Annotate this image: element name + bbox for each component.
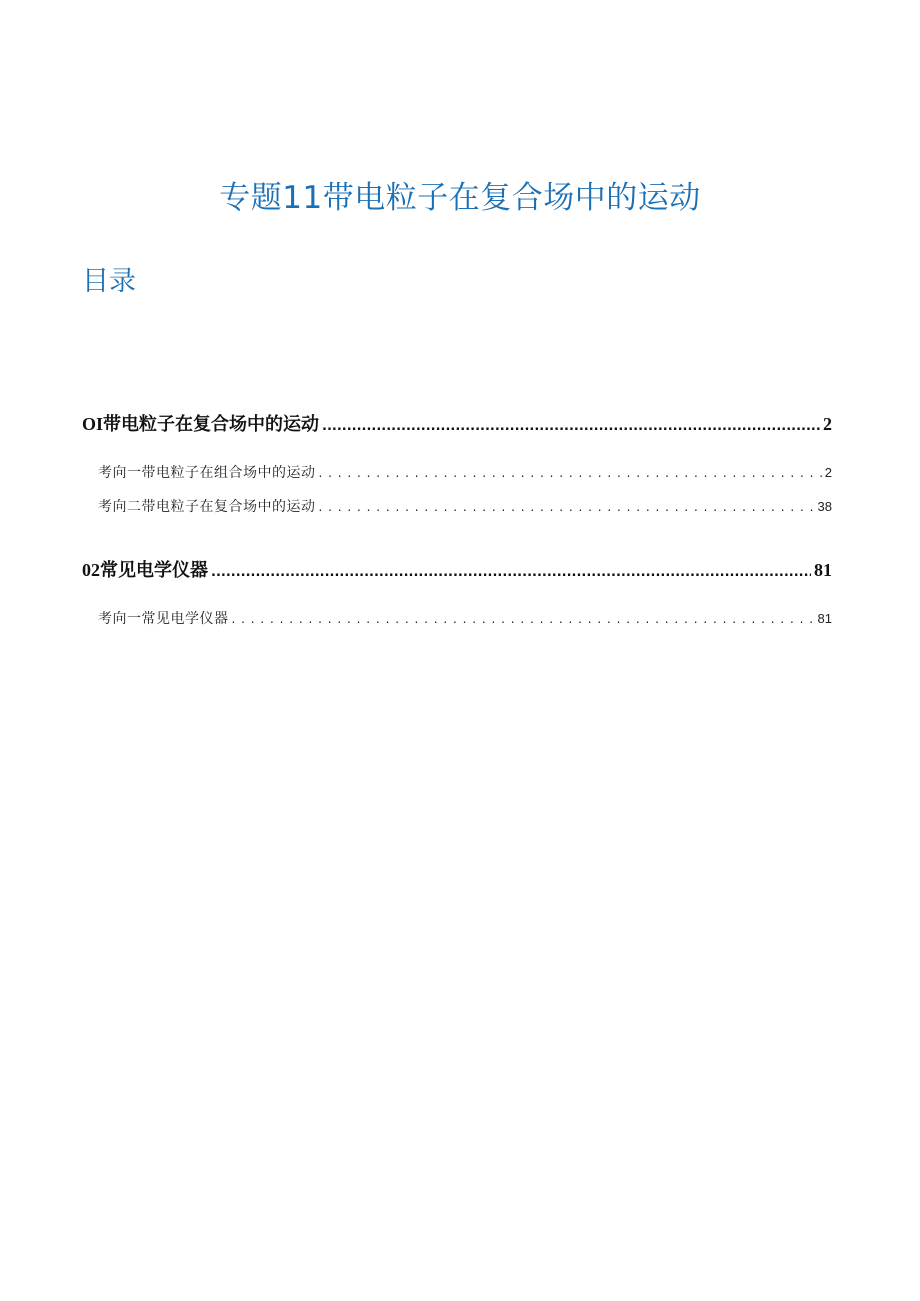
toc-page-number: 81 <box>817 611 832 626</box>
toc-entry-section-1[interactable] <box>82 410 832 436</box>
toc-entry-label: 考向二带电粒子在复合场中的运动 <box>98 499 316 515</box>
toc-dot-leader <box>232 612 815 626</box>
toc-dot-leader <box>322 419 820 434</box>
toc-entry-subsection-1-2[interactable] <box>98 496 832 516</box>
toc-entry-subsection-1-1[interactable] <box>98 462 832 482</box>
toc-entry-section-2[interactable] <box>82 556 832 582</box>
document-title: 专题11带电粒子在复合场中的运动 <box>219 180 701 216</box>
toc-page-number: 2 <box>824 465 832 480</box>
toc-page-number: 2 <box>823 414 832 434</box>
toc-heading: 目录 <box>82 266 136 297</box>
toc-entry-label: 02常见电学仪器 <box>82 560 208 580</box>
toc-dot-leader <box>211 565 811 580</box>
toc-page-number: 38 <box>817 499 832 514</box>
toc-entry-subsection-2-1[interactable] <box>98 608 832 628</box>
toc-entry-label: 考向一带电粒子在组合场中的运动 <box>98 465 316 481</box>
toc-entry-label: 考向一常见电学仪器 <box>98 611 229 627</box>
toc-page-number: 81 <box>814 560 832 580</box>
toc-dot-leader <box>319 500 815 514</box>
toc-dot-leader <box>319 466 822 480</box>
toc-entry-label: OI带电粒子在复合场中的运动 <box>82 414 320 434</box>
